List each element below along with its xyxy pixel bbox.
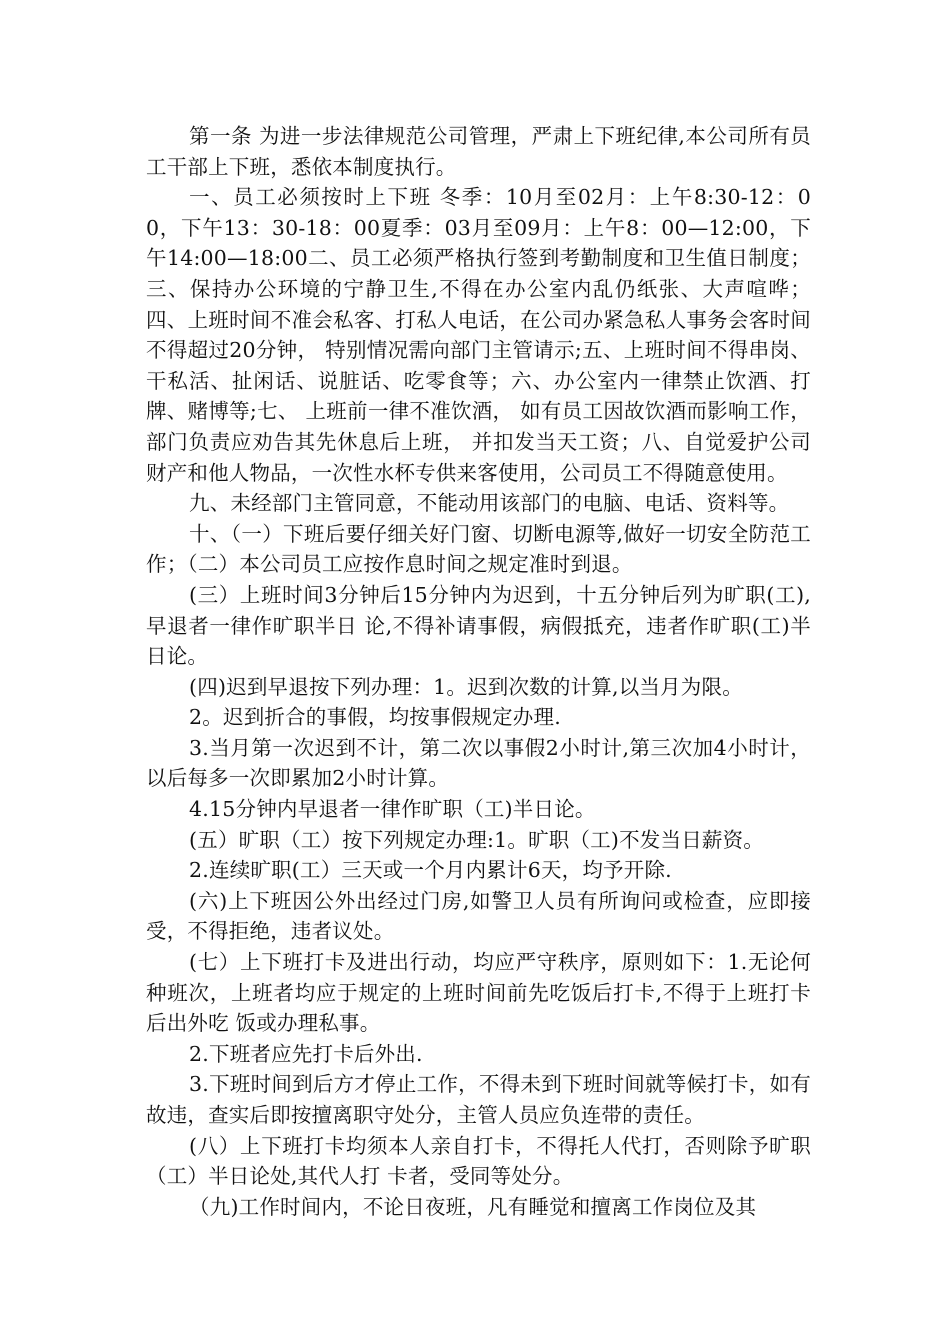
paragraph-clause-6: (六)上下班因公外出经过门房,如警卫人员有所询问或检查，应即接受，不得拒绝，违者议处。 [146, 888, 811, 944]
paragraph-rule-9: 九、未经部门主管同意，不能动用该部门的电脑、电话、资料等。 [189, 491, 790, 516]
paragraph-clause-4: (四)迟到早退按下列办理：1。迟到次数的计算,以当月为限。 [189, 674, 743, 699]
paragraph-rule-10: 十、（一）下班后要仔细关好门窗、切断电源等,做好一切安全防范工作；（二）本公司员工应按作息时间之规定准时到退。 [146, 521, 811, 577]
paragraph-clause-3: (三）上班时间3分钟后15分钟内为迟到，十五分钟后列为旷职(工),早退者一律作旷职半日 论,不得补请事假，病假抵充，违者作旷职(工)半日论。 [146, 582, 811, 669]
paragraph-clause-7: (七）上下班打卡及进出行动，均应严守秩序，原则如下：1.无论何种班次，上班者均应于规定的上班时间前先吃饭后打卡,不得于上班打卡后出外吃 饭或办理私事。 [146, 950, 811, 1036]
paragraph-article-1: 第一条 为进一步法律规范公司管理，严肃上下班纪律,本公司所有员工干部上下班，悉依本制度执行。 [146, 124, 811, 179]
paragraph-clause-5-item-2: 2.连续旷职(工）三天或一个月内累计6天，均予开除. [189, 858, 672, 883]
paragraph-clause-7-item-3: 3.下班时间到后方才停止工作，不得未到下班时间就等候打卡，如有故违，查实后即按擅离职守处分，主管人员应负连带的责任。 [146, 1072, 811, 1127]
paragraph-clause-7-item-2: 2.下班者应先打卡后外出. [189, 1041, 423, 1066]
paragraph-clause-4-item-2: 2。迟到折合的事假，均按事假规定办理. [189, 705, 561, 730]
paragraph-clause-9: （九)工作时间内，不论日夜班，凡有睡觉和擅离工作岗位及其 [189, 1194, 757, 1219]
paragraph-clause-8: (八）上下班打卡均须本人亲自打卡，不得托人代打，否则除予旷职（工）半日论处,其代人打 卡者，受同等处分。 [146, 1133, 811, 1189]
paragraph-clause-4-item-3: 3.当月第一次迟到不计，第二次以事假2小时计,第三次加4小时计，以后每多一次即累加2小时计算。 [146, 735, 811, 791]
paragraph-clause-5: (五）旷职（工）按下列规定办理:1。旷职（工)不发当日薪资。 [189, 827, 764, 852]
paragraph-clause-4-item-4: 4.15分钟内早退者一律作旷职（工)半日论。 [189, 797, 596, 822]
document-body [146, 121, 811, 1222]
paragraph-rules-1-8: 一、员工必须按时上下班 冬季：10月至02月：上午8:30-12：00，下午13：30-18：00夏季：03月至09月：上午8：00—12:00，下午14:00—18:00二、员工必须严格执行签到考勤制度和卫生值日制度；三、保持办公环境的宁静卫生,不得在办公室内乱仍纸张、大声喧哗；四、上班时间不准会私客、打私人电话，在公司办紧急私人事务会客时间不得超过20分钟， 特别情况需向部门主管请示;五、上班时间不得串岗、干私活、扯闲话、说脏话、吃零食等；六、办公室内一律禁止饮酒、打牌、赌博等;七、 上班前一律不准饮酒， 如有员工因故饮酒而影响工作， 部门负责应劝告其先休息后上班， 并扣发当天工资；八、自觉爱护公司财产和他人物品，一次性水杯专供来客使用，公司员工不得随意使用。 [146, 185, 811, 485]
